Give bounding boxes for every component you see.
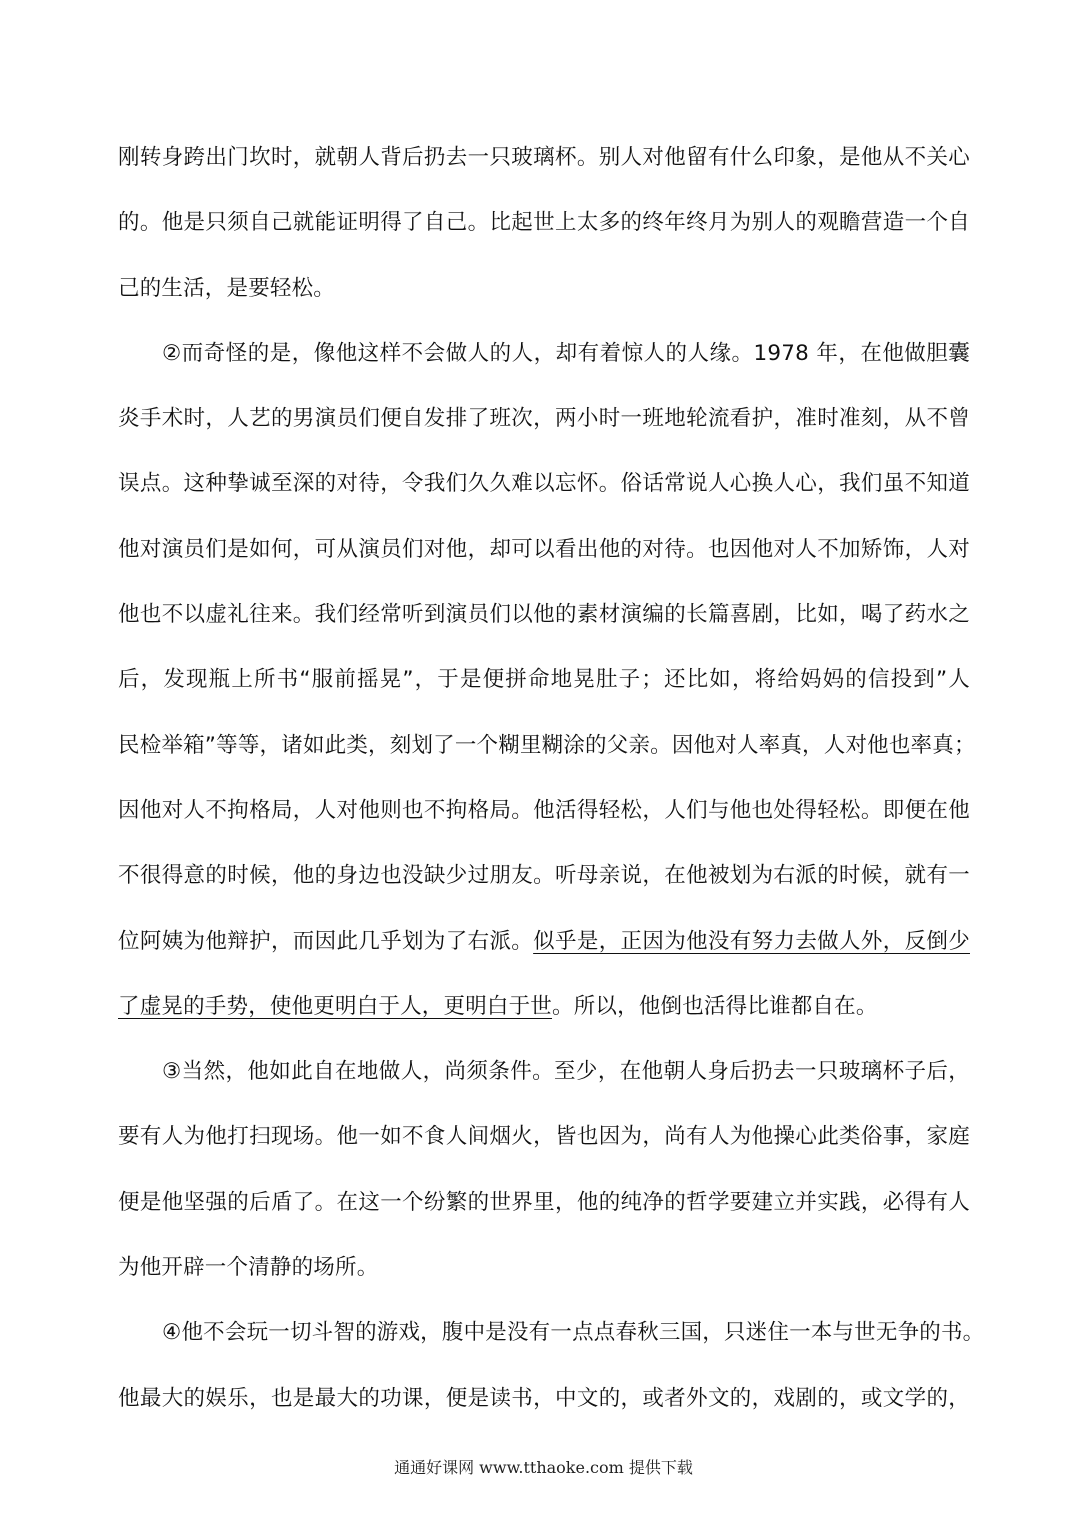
text-line-1: 刚转身跨出门坎时，就朝人背后扔去一只玻璃杯。别人对他留有什么印象，是他从不关心 — [118, 145, 970, 170]
text-line-3: 己的生活，是要轻松。 — [118, 275, 336, 301]
text-plain: 位阿姨为他辩护，而因此几乎划为了右派。 — [118, 928, 534, 954]
text-line-2: 的。他是只须自己就能证明得了自己。比起世上太多的终年终月为别人的观瞻营造一个自 — [118, 210, 970, 236]
text-line-14 — [118, 974, 970, 1039]
paragraph-3-line-1: ③当然，他如此自在地做人，尚须条件。至少，在他朝人身后扔去一只玻璃杯子后， — [162, 1059, 970, 1085]
paragraph-4-line-1: ④他不会玩一切斗智的游戏，腹中是没有一点点春秋三国，只迷住一本与世无争的书。 — [162, 1320, 985, 1346]
document-body — [118, 125, 985, 1431]
text-plain: 。所以，他倒也活得比谁都自在。 — [552, 993, 878, 1019]
paragraph-2-line-1: ②而奇怪的是，像他这样不会做人的人，却有着惊人的人缘。1978 年，在他做胆囊 — [162, 340, 970, 366]
underlined-text: 似乎是，正因为他没有努力去做人外，反倒少 — [533, 928, 970, 954]
text-line-9: 后，发现瓶上所书“服前摇晃”，于是便拼命地晃肚子；还比如，将给妈妈的信投到”人 — [118, 667, 970, 693]
underlined-text: 了虚晃的手势，使他更明白于人，更明白于世 — [118, 993, 553, 1019]
text-line-11: 因他对人不拘格局，人对他则也不拘格局。他活得轻松，人们与他也处得轻松。即便在他 — [118, 797, 970, 823]
text-line-16: 要有人为他打扫现场。他一如不食人间烟火，皆也因为，尚有人为他操心此类俗事，家庭 — [118, 1124, 970, 1150]
text-line-13 — [118, 909, 970, 974]
text-line-5: 炎手术时，人艺的男演员们便自发排了班次，两小时一班地轮流看护，准时准刻，从不曾 — [118, 406, 970, 432]
text-line-8: 他也不以虚礼往来。我们经常听到演员们以他的素材演编的长篇喜剧，比如，喝了药水之 — [118, 602, 970, 628]
text-line-10: 民检举箱”等等，诸如此类，刻划了一个糊里糊涂的父亲。因他对人率真，人对他也率真； — [118, 732, 976, 758]
text-line-7: 他对演员们是如何，可从演员们对他，却可以看出他的对待。也因他对人不加矫饰，人对 — [118, 536, 970, 562]
text-line-6: 误点。这种挚诚至深的对待，令我们久久难以忘怀。俗话常说人心换人心，我们虽不知道 — [118, 471, 970, 497]
text-line-12: 不很得意的时候，他的身边也没缺少过朋友。听母亲说，在他被划为右派的时候，就有一 — [118, 863, 970, 889]
text-line-20: 他最大的娱乐，也是最大的功课，便是读书，中文的，或者外文的，戏剧的，或文学的， — [118, 1385, 970, 1411]
page-footer: 通通好课网 www.tthaoke.com 提供下载 — [394, 1458, 693, 1477]
text-line-17: 便是他坚强的后盾了。在这一个纷繁的世界里，他的纯净的哲学要建立并实践，必得有人 — [118, 1189, 970, 1215]
text-line-18: 为他开辟一个清静的场所。 — [118, 1255, 379, 1281]
